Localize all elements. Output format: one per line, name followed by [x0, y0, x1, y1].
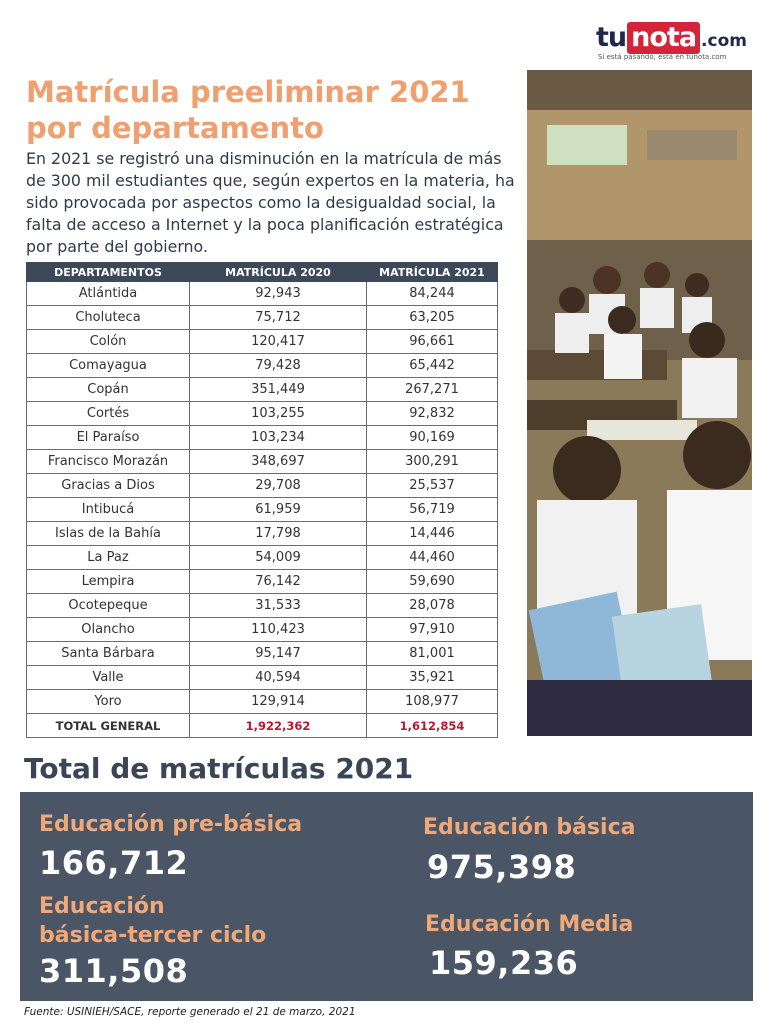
department-cell: Santa Bárbara: [27, 642, 190, 666]
media-value: 159,236: [429, 944, 579, 982]
enrollment-2020-cell: 54,009: [190, 546, 367, 570]
table-row: [27, 282, 498, 306]
enrollment-2021-cell: 90,169: [367, 426, 498, 450]
totals-panel: [20, 792, 753, 1001]
tunota-logo[interactable]: [596, 22, 746, 62]
enrollment-2021-cell: 28,078: [367, 594, 498, 618]
enrollment-2021-cell: 56,719: [367, 498, 498, 522]
enrollment-2020-cell: 103,255: [190, 402, 367, 426]
department-cell: Intibucá: [27, 498, 190, 522]
enrollment-2020-cell: 110,423: [190, 618, 367, 642]
department-cell: La Paz: [27, 546, 190, 570]
enrollment-2020-cell: 92,943: [190, 282, 367, 306]
prebasica-value: 166,712: [39, 844, 189, 882]
enrollment-2021-cell: 267,271: [367, 378, 498, 402]
department-cell: Valle: [27, 666, 190, 690]
table-row: [27, 378, 498, 402]
total-2020: 1,922,362: [190, 714, 367, 738]
intro-paragraph: En 2021 se registró una disminución en la matrícula de más de 300 mil estudiantes que, según expertos en la materia, ha sido provocada por aspectos como la desigualdad social, la falta de acceso a Internet y la poca planificación estratégica por parte del gobierno.: [26, 149, 515, 256]
total-2021: 1,612,854: [367, 714, 498, 738]
enrollment-2020-cell: 31,533: [190, 594, 367, 618]
table-header-row: [27, 263, 498, 282]
table-row: [27, 666, 498, 690]
table-total-row: [27, 714, 498, 738]
enrollment-2020-cell: 348,697: [190, 450, 367, 474]
enrollment-2021-cell: 108,977: [367, 690, 498, 714]
col-header-departamentos: DEPARTAMENTOS: [27, 263, 190, 282]
tercer-ciclo-value: 311,508: [39, 952, 189, 990]
total-label: TOTAL GENERAL: [27, 714, 190, 738]
department-cell: El Paraíso: [27, 426, 190, 450]
enrollment-2021-cell: 35,921: [367, 666, 498, 690]
table-row: [27, 570, 498, 594]
logo-nota: nota: [627, 22, 700, 54]
enrollment-2021-cell: 59,690: [367, 570, 498, 594]
enrollment-2020-cell: 129,914: [190, 690, 367, 714]
logo-tagline: Si está pasando, está en tunota.com: [598, 53, 727, 61]
table-row: [27, 306, 498, 330]
enrollment-2021-cell: 81,001: [367, 642, 498, 666]
table-row: [27, 450, 498, 474]
enrollment-2020-cell: 103,234: [190, 426, 367, 450]
department-cell: Lempira: [27, 570, 190, 594]
enrollment-2020-cell: 351,449: [190, 378, 367, 402]
department-cell: Islas de la Bahía: [27, 522, 190, 546]
department-cell: Cortés: [27, 402, 190, 426]
enrollment-2021-cell: 25,537: [367, 474, 498, 498]
table-row: [27, 642, 498, 666]
department-cell: Copán: [27, 378, 190, 402]
department-cell: Comayagua: [27, 354, 190, 378]
table-row: [27, 402, 498, 426]
enrollment-2021-cell: 300,291: [367, 450, 498, 474]
enrollment-2020-cell: 75,712: [190, 306, 367, 330]
enrollment-2021-cell: 97,910: [367, 618, 498, 642]
table-row: [27, 330, 498, 354]
enrollment-2021-cell: 96,661: [367, 330, 498, 354]
enrollment-2021-cell: 65,442: [367, 354, 498, 378]
department-cell: Colón: [27, 330, 190, 354]
enrollment-2021-cell: 44,460: [367, 546, 498, 570]
table-row: [27, 546, 498, 570]
table-row: [27, 690, 498, 714]
tercer-ciclo-label-line2: básica-tercer ciclo: [39, 923, 267, 948]
enrollment-2020-cell: 76,142: [190, 570, 367, 594]
department-cell: Atlántida: [27, 282, 190, 306]
logo-wordmark: [596, 22, 747, 57]
enrollment-2020-cell: 95,147: [190, 642, 367, 666]
enrollment-2021-cell: 84,244: [367, 282, 498, 306]
tercer-ciclo-label: [39, 892, 266, 950]
department-cell: Yoro: [27, 690, 190, 714]
table-row: [27, 498, 498, 522]
enrollment-table: [26, 262, 498, 738]
logo-tu: tu: [596, 22, 627, 53]
media-label: Educación Media: [425, 912, 634, 937]
table-row: [27, 618, 498, 642]
department-cell: Olancho: [27, 618, 190, 642]
tercer-ciclo-label-line1: Educación: [39, 894, 165, 919]
col-header-2020: MATRÍCULA 2020: [190, 263, 367, 282]
basica-label: Educación básica: [423, 815, 636, 840]
enrollment-2020-cell: 120,417: [190, 330, 367, 354]
table-row: [27, 522, 498, 546]
table-row: [27, 594, 498, 618]
source-note: Fuente: USINIEH/SACE, reporte generado el 21 de marzo, 2021: [24, 1006, 356, 1018]
totals-title: Total de matrículas 2021: [24, 752, 414, 785]
enrollment-2020-cell: 40,594: [190, 666, 367, 690]
department-cell: Choluteca: [27, 306, 190, 330]
logo-com: .com: [701, 31, 747, 51]
enrollment-2020-cell: 79,428: [190, 354, 367, 378]
table-row: [27, 354, 498, 378]
enrollment-2020-cell: 17,798: [190, 522, 367, 546]
department-cell: Francisco Morazán: [27, 450, 190, 474]
table-row: [27, 474, 498, 498]
prebasica-label: Educación pre-básica: [39, 812, 303, 837]
enrollment-2021-cell: 14,446: [367, 522, 498, 546]
col-header-2021: MATRÍCULA 2021: [367, 263, 498, 282]
department-cell: Gracias a Dios: [27, 474, 190, 498]
page-title: Matrícula preeliminar 2021 por departamento: [26, 75, 470, 145]
enrollment-2020-cell: 29,708: [190, 474, 367, 498]
enrollment-2021-cell: 63,205: [367, 306, 498, 330]
classroom-photo: [527, 70, 752, 736]
enrollment-2020-cell: 61,959: [190, 498, 367, 522]
enrollment-2021-cell: 92,832: [367, 402, 498, 426]
table-row: [27, 426, 498, 450]
basica-value: 975,398: [427, 848, 577, 886]
department-cell: Ocotepeque: [27, 594, 190, 618]
